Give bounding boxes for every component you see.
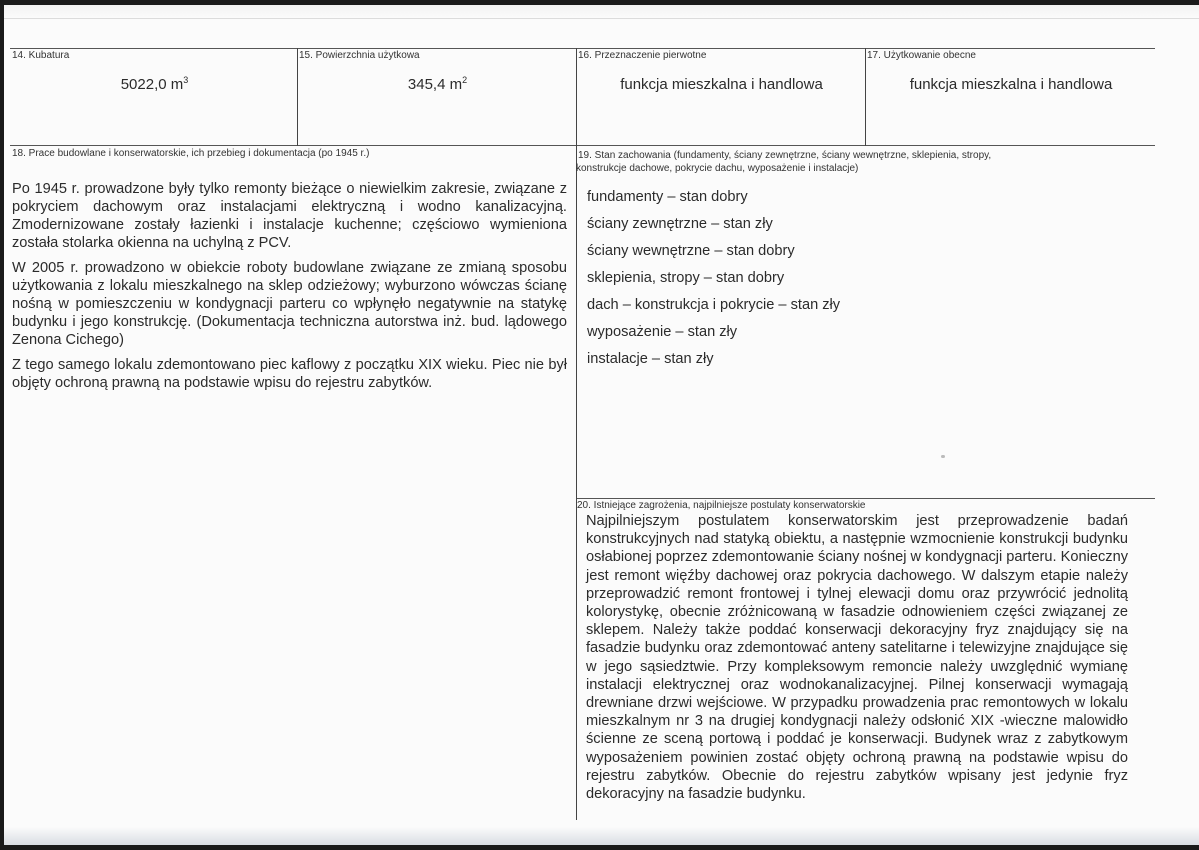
section-20-text: Najpilniejszym postulatem konserwatorskim jest przeprowadzenie badań konstrukcyjnych nad statyką obiektu, a następnie wzmocnienie konstrukcji budynku osłabionej poprzez zdemontowanie ściany nośnej w kondygnacji parteru. Konieczny jest remont więźby dachowej oraz pokrycia dachowego. W dalszym etapie należy przeprowadzić remont frontowej i tylnej elewacji domu oraz przywrócić jednolitą kolorystykę, obecnie zróżnicowaną w fasadzie odnowieniem części związanej ze sklepem. Należy także poddać konserwacji dekoracyjny fryz znajdujący się na fasadzie budynku oraz zdemontować anteny satelitarne i telewizyjne znajdujące się w jego sąsiedztwie. Przy kompleksowym remoncie należy uwzględnić wymianę instalacji elektrycznej oraz wodnokanalizacyjnej. Pilnej konserwacji wymagają drewniane drzwi wejściowe. W przypadku prowadzenia prac remontowych w lokalu mieszkalnym nr 3 na drugiej kondygnacji należy odsłonić XIX -wieczne malowidło ścienne ze sceną portową i poddać je konserwacji. Budynek wraz z zabytkowym wyposażeniem powinien zostać objęty ochroną prawną na podstawie wpisu do rejestru zabytków. Obecnie do rejestru zabytków wpisany jest jedynie fryz dekoracyjny na fasadzie budynku. [586,513,1128,803]
divider-16-17 [865,48,866,146]
field-16-value: funkcja mieszkalna i handlowa [620,76,823,93]
page-bottom-edge [4,827,1199,845]
section-18-paragraph: Po 1945 r. prowadzone były tylko remonty bieżące o niewielkim zakresie, związane z pokryciem dachowym oraz instalacjami elektryczną i wodno kanalizacyjną. Zmodernizowane zostały łazienki i instalacje kuchenne; częściowo wymieniona została stolarka okienna na uchylną z PCV. [12,181,567,251]
section-19-label-line1: 19. Stan zachowania (fundamenty, ściany zewnętrzne, ściany wewnętrzne, sklepienia, stropy, [578,150,992,161]
powierzchnia-value: 345,4 m [407,76,463,93]
section-18-paragraph: Z tego samego lokalu zdemontowano piec kaflowy z początku XIX wieku. Piec nie był objęty ochroną prawną na podstawie wpisu do rejestru zabytków. [12,357,567,391]
unit-exponent: 3 [183,75,189,85]
kubatura-value: 5022,0 m [120,76,184,93]
divider-14-15 [297,48,298,146]
condition-item-fundamenty: fundamenty – stan dobry [587,189,748,205]
section-18-paragraph: W 2005 r. prowadzono w obiekcie roboty budowlane związane ze zmianą sposobu użytkowania z lokalu mieszkalnego na sklep odzieżowy; wyburzono wówczas ścianę nośną w pomieszczeniu w kondygnacji parteru co wpłynęło negatywnie na statykę budynku i jego konstrukcję. (Dokumentacja techniczna autorstwa inż. bud. lądowego Zenona Cichego) [12,260,567,348]
condition-item-dach: dach – konstrukcja i pokrycie – stan zły [587,297,841,313]
condition-item-sciany-wewnetrzne: ściany wewnętrzne – stan dobry [587,243,795,259]
field-15-value [299,76,576,93]
condition-item-wyposazenie: wyposażenie – stan zły [587,324,738,340]
condition-item-sklepienia-stropy: sklepienia, stropy – stan dobry [587,270,785,286]
condition-item-instalacje: instalacje – stan zły [587,351,714,367]
page-top-edge [4,5,1199,19]
condition-list [587,186,840,375]
rule-top-row-bottom [10,145,1155,146]
field-16-label: 16. Przeznaczenie pierwotne [578,50,707,61]
field-17-label: 17. Użytkowanie obecne [867,50,976,61]
field-14-value [12,76,297,93]
field-15-label: 15. Powierzchnia użytkowa [299,50,420,61]
section-20-label: 20. Istniejące zagrożenia, najpilniejsze postulaty konserwatorskie [577,500,866,511]
rule-section-20-top [576,498,1155,499]
unit-exponent: 2 [462,75,468,85]
section-18-text [12,180,567,399]
scan-artifact [941,455,945,458]
condition-item-sciany-zewnetrzne: ściany zewnętrzne – stan zły [587,216,773,232]
field-17-value: funkcja mieszkalna i handlowa [909,76,1113,93]
rule-top-row-top [10,48,1155,49]
section-18-label: 18. Prace budowlane i konserwatorskie, ich przebieg i dokumentacja (po 1945 r.) [12,148,370,159]
section-19-label-line2: konstrukcje dachowe, pokrycie dachu, wyposażenie i instalacje) [576,163,859,174]
field-14-label: 14. Kubatura [12,50,70,61]
